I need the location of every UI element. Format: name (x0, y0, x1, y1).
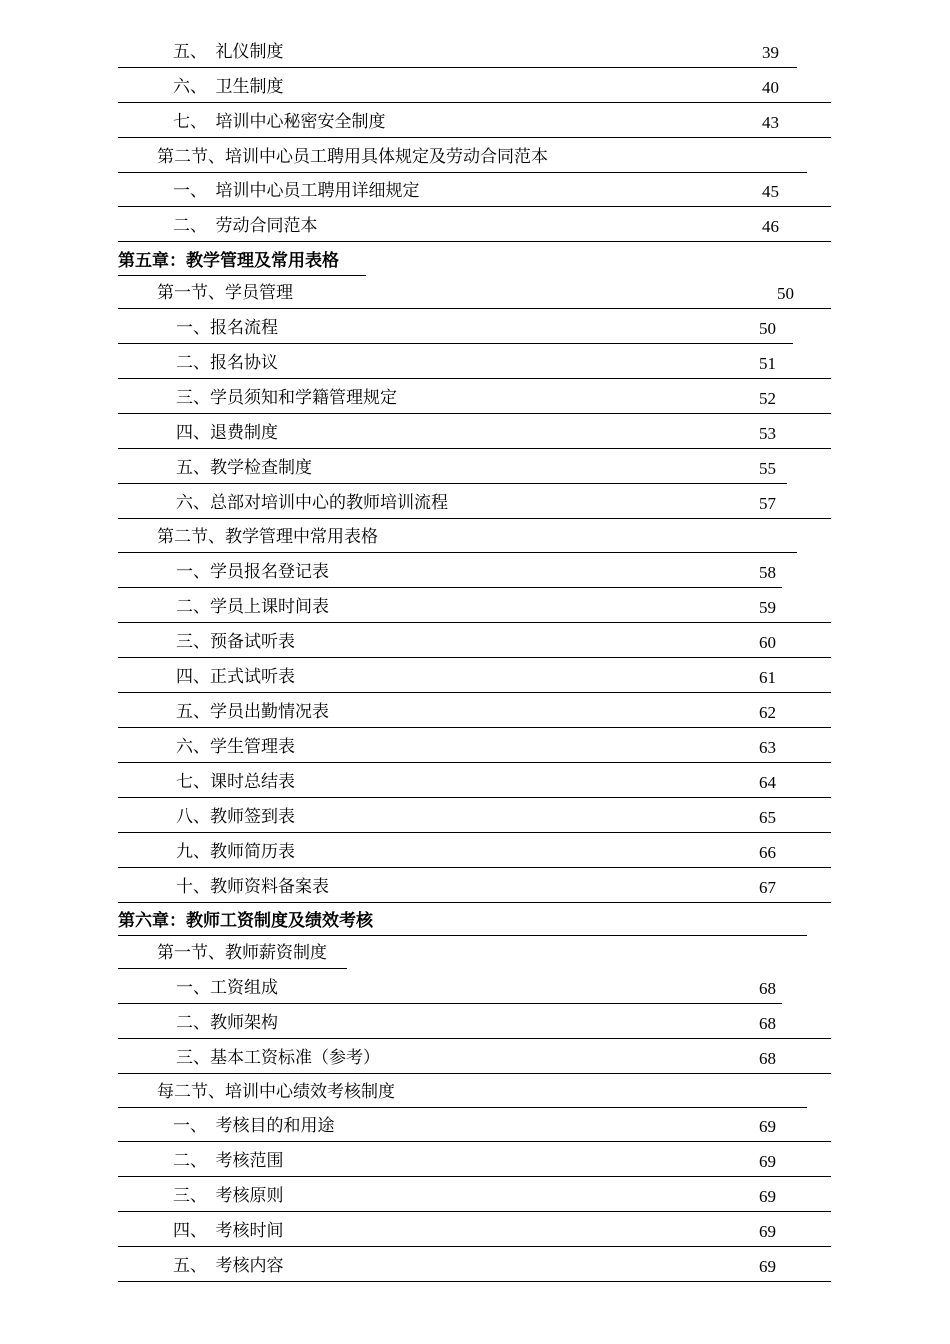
toc-underline-divider (118, 172, 807, 173)
toc-entry-title: 三、预备试听表 (176, 632, 295, 652)
toc-entry-page-number: 69 (759, 1187, 776, 1206)
toc-entry-page-number: 43 (762, 113, 779, 132)
toc-underline-divider (118, 552, 797, 553)
toc-underline-divider (118, 1141, 831, 1142)
toc-entry-title: 二、 劳动合同范本 (173, 216, 318, 236)
toc-item-entry (0, 70, 950, 105)
toc-entry-title: 五、学员出勤情况表 (176, 702, 329, 722)
toc-entry-title: 每二节、培训中心绩效考核制度 (157, 1082, 395, 1102)
toc-entry-title: 一、报名流程 (176, 318, 278, 338)
toc-entry-page-number: 67 (759, 878, 776, 897)
toc-entry-page-number: 58 (759, 563, 776, 582)
toc-entry-page-number: 55 (759, 459, 776, 478)
toc-underline-divider (118, 832, 831, 833)
toc-item-entry (0, 1144, 950, 1179)
toc-underline-divider (118, 762, 831, 763)
toc-entry-title: 七、 培训中心秘密安全制度 (173, 112, 386, 132)
toc-section-entry (0, 936, 950, 971)
toc-entry-page-number: 69 (759, 1222, 776, 1241)
toc-item-entry (0, 730, 950, 765)
toc-item-entry (0, 174, 950, 209)
toc-underline-divider (118, 448, 831, 449)
toc-entry-title: 二、报名协议 (176, 353, 278, 373)
toc-entry-title: 十、教师资料备案表 (176, 877, 329, 897)
toc-entry-title: 五、 考核内容 (173, 1256, 284, 1276)
toc-entry-title: 第五章：教学管理及常用表格 (118, 251, 339, 271)
toc-item-entry (0, 35, 950, 70)
toc-item-entry (0, 625, 950, 660)
toc-entry-title: 四、退费制度 (176, 423, 278, 443)
toc-underline-divider (118, 67, 797, 68)
toc-entry-page-number: 51 (759, 354, 776, 373)
toc-underline-divider (118, 692, 831, 693)
toc-underline-divider (118, 902, 831, 903)
toc-chapter-heading (0, 904, 950, 939)
toc-underline-divider (118, 657, 831, 658)
toc-item-entry (0, 1179, 950, 1214)
toc-entry-page-number: 60 (759, 633, 776, 652)
toc-item-entry (0, 1041, 950, 1076)
toc-item-entry (0, 590, 950, 625)
toc-item-entry (0, 971, 950, 1006)
toc-entry-title: 第六章：教师工资制度及绩效考核 (118, 911, 373, 931)
toc-item-entry (0, 1006, 950, 1041)
toc-entry-title: 第一节、学员管理 (157, 283, 293, 303)
toc-underline-divider (118, 867, 831, 868)
toc-entry-page-number: 64 (759, 773, 776, 792)
toc-entry-title: 三、学员须知和学籍管理规定 (176, 388, 397, 408)
toc-item-entry (0, 311, 950, 346)
toc-entry-page-number: 68 (759, 1014, 776, 1033)
toc-underline-divider (118, 1107, 807, 1108)
toc-chapter-heading (0, 244, 950, 279)
toc-entry-page-number: 40 (762, 78, 779, 97)
toc-item-entry (0, 1214, 950, 1249)
toc-underline-divider (118, 1211, 831, 1212)
toc-item-entry (0, 105, 950, 140)
toc-entry-page-number: 52 (759, 389, 776, 408)
toc-underline-divider (118, 308, 831, 309)
toc-entry-page-number: 50 (777, 284, 794, 303)
toc-underline-divider (118, 1073, 831, 1074)
toc-entry-page-number: 57 (759, 494, 776, 513)
toc-entry-title: 四、 考核时间 (173, 1221, 284, 1241)
toc-entry-page-number: 45 (762, 182, 779, 201)
toc-entry-page-number: 59 (759, 598, 776, 617)
toc-section-entry (0, 1075, 950, 1110)
toc-underline-divider (118, 1246, 831, 1247)
toc-item-entry (0, 486, 950, 521)
toc-section-entry (0, 276, 950, 311)
toc-underline-divider (118, 102, 831, 103)
toc-underline-divider (118, 727, 831, 728)
toc-entry-page-number: 61 (759, 668, 776, 687)
toc-entry-title: 六、总部对培训中心的教师培训流程 (176, 493, 448, 513)
toc-entry-page-number: 53 (759, 424, 776, 443)
toc-entry-title: 八、教师签到表 (176, 807, 295, 827)
toc-entry-title: 一、工资组成 (176, 978, 278, 998)
toc-entry-page-number: 39 (762, 43, 779, 62)
toc-entry-title: 一、 培训中心员工聘用详细规定 (173, 181, 420, 201)
toc-section-entry (0, 520, 950, 555)
toc-entry-title: 七、课时总结表 (176, 772, 295, 792)
toc-entry-page-number: 66 (759, 843, 776, 862)
toc-item-entry (0, 800, 950, 835)
toc-item-entry (0, 835, 950, 870)
toc-entry-title: 五、教学检查制度 (176, 458, 312, 478)
toc-entry-title: 三、 考核原则 (173, 1186, 284, 1206)
toc-entry-title: 第一节、教师薪资制度 (157, 943, 327, 963)
toc-underline-divider (118, 413, 831, 414)
toc-entry-title: 二、学员上课时间表 (176, 597, 329, 617)
toc-item-entry (0, 555, 950, 590)
toc-section-entry (0, 140, 950, 175)
toc-underline-divider (118, 1281, 831, 1282)
toc-entry-title: 五、 礼仪制度 (173, 42, 284, 62)
toc-underline-divider (118, 483, 787, 484)
toc-entry-title: 二、教师架构 (176, 1013, 278, 1033)
toc-entry-title: 六、学生管理表 (176, 737, 295, 757)
toc-entry-page-number: 69 (759, 1257, 776, 1276)
toc-underline-divider (118, 137, 831, 138)
toc-entry-page-number: 68 (759, 1049, 776, 1068)
toc-entry-title: 一、学员报名登记表 (176, 562, 329, 582)
toc-item-entry (0, 1109, 950, 1144)
toc-underline-divider (118, 343, 793, 344)
toc-item-entry (0, 381, 950, 416)
toc-entry-title: 六、 卫生制度 (173, 77, 284, 97)
toc-entry-page-number: 69 (759, 1152, 776, 1171)
toc-item-entry (0, 1249, 950, 1284)
toc-entry-page-number: 50 (759, 319, 776, 338)
toc-item-entry (0, 870, 950, 905)
toc-entry-page-number: 63 (759, 738, 776, 757)
toc-underline-divider (118, 1176, 831, 1177)
toc-entry-page-number: 46 (762, 217, 779, 236)
toc-entry-title: 四、正式试听表 (176, 667, 295, 687)
toc-entry-title: 第二节、教学管理中常用表格 (157, 527, 378, 547)
toc-entry-title: 一、 考核目的和用途 (173, 1116, 335, 1136)
toc-entry-page-number: 68 (759, 979, 776, 998)
toc-item-entry (0, 695, 950, 730)
toc-item-entry (0, 346, 950, 381)
toc-item-entry (0, 660, 950, 695)
toc-entry-page-number: 62 (759, 703, 776, 722)
toc-entry-page-number: 65 (759, 808, 776, 827)
toc-underline-divider (118, 241, 831, 242)
toc-underline-divider (118, 378, 831, 379)
toc-item-entry (0, 765, 950, 800)
toc-entry-title: 九、教师简历表 (176, 842, 295, 862)
toc-entry-title: 二、 考核范围 (173, 1151, 284, 1171)
toc-entry-title: 三、基本工资标准（参考） (176, 1048, 380, 1068)
toc-item-entry (0, 416, 950, 451)
toc-underline-divider (118, 968, 347, 969)
toc-underline-divider (118, 1003, 782, 1004)
toc-underline-divider (118, 206, 831, 207)
toc-entry-title: 第二节、培训中心员工聘用具体规定及劳动合同范本 (157, 147, 548, 167)
toc-underline-divider (118, 587, 782, 588)
toc-underline-divider (118, 797, 831, 798)
toc-entry-page-number: 69 (759, 1117, 776, 1136)
toc-item-entry (0, 451, 950, 486)
toc-item-entry (0, 209, 950, 244)
toc-underline-divider (118, 518, 831, 519)
toc-underline-divider (118, 622, 831, 623)
toc-underline-divider (118, 1038, 831, 1039)
